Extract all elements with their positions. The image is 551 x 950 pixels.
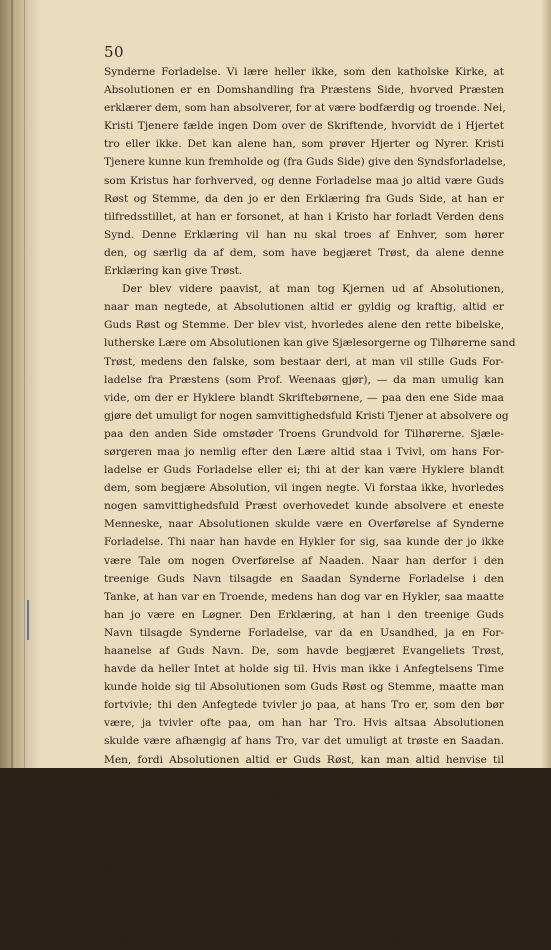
text-line: den, og særlig da af dem, som have begjæret Trøst, da alene denne xyxy=(104,246,504,259)
text-line: skulde forsones, ja hvorved Gud paa en Maade skulde drages ned fra xyxy=(104,862,504,875)
text-line: Ved Exempler blev det belyst, hvorledes aandelige Kvaksalvere havde xyxy=(122,789,504,802)
text-line: sørgeren maa jo nemlig efter den Lære altid staa i Tvivl, om hans For- xyxy=(104,445,504,458)
text-line: Guds Røst og Stemme. Der blev vist, hvorledes alene den rette bibelske, xyxy=(104,319,504,332)
text-line: Erklæring kan give Trøst. xyxy=(104,265,243,278)
text-line: haanelse af Guds Navn. De, som havde begjæret Evangeliets Trøst, xyxy=(104,645,504,657)
text-line: Kristi Tjenere fælde ingen Dom over de Skriftende, hvorvidt de i Hjertet xyxy=(104,120,504,133)
text-line: nogen samvittighedsfuld Præst overhovedet kunde absolvere et eneste xyxy=(104,500,504,513)
text-line: være Tale om nogen Overførelse af Naaden. Naar han derfor i den xyxy=(104,554,504,567)
page-edge-shadow xyxy=(541,0,551,768)
page-number: 50 xyxy=(104,43,125,61)
body-text xyxy=(104,63,516,950)
text-line: gjøre det umuligt for nogen samvittighedsfuld Kristi Tjener at absolvere og xyxy=(104,409,509,422)
margin-pencil-mark xyxy=(27,600,29,640)
text-line: dem, som begjære Absolution, vil ingen negte. Vi forstaa ikke, hvorledes xyxy=(104,482,504,495)
text-line: skulde være afhængig af hans Tro, var det umuligt at trøste en Saadan. xyxy=(104,735,504,748)
text-line: Guds Forladelse, som altid er gyldig og kraftig. xyxy=(104,771,358,784)
text-line: Synderne Forladelse. Vi lære heller ikke, som den katholske Kirke, at xyxy=(104,66,504,78)
text-line: paa den anden Side omstøder Troens Grundvold for Tilhørerne. Sjæle- xyxy=(104,427,504,440)
spine-crease-inner xyxy=(24,0,25,768)
text-line: kunde holde sig til Absolutionen som Guds Røst og Stemme, maatte man xyxy=(104,681,504,694)
text-line: være, ja tvivler ofte paa, om han har Tro. Hvis altsaa Absolutionen xyxy=(104,717,504,730)
text-line: havde da heller Intet at holde sig til. Hvis man ikke i Anfegtelsens Time xyxy=(104,663,504,676)
text-line: Røst og Stemme, da den jo er den Erklæring fra Guds Side, at han er xyxy=(104,192,504,205)
text-line: vide, om der er Hyklere blandt Skriftebørnene, — paa den ene Side maa xyxy=(104,391,504,404)
text-line: som Kristus har forhverved, og denne Forladelse maa jo altid være Guds xyxy=(104,174,504,187)
text-line: erklærer dem, som han absolverer, for at være bodfærdig og troende. Nei, xyxy=(104,102,506,115)
text-line: Forladelse. Thi naar han havde en Hykler for sig, saa kunde der jo ikke xyxy=(104,536,504,549)
text-line: fortvivle; thi den Anfegtede tvivler jo paa, at hans Tro er, som den bør xyxy=(104,699,504,712)
text-line: Navn tilsagde Synderne Forladelse, var da en Usandhed, ja en For- xyxy=(104,626,504,639)
text-line: ladelse er Guds Forladelse eller ei; thi at der kan være Hyklere blandt xyxy=(104,464,504,477)
text-line: ladelse fra Præstens (som Prof. Weenaas gjør), — da man umulig kan xyxy=(104,373,504,386)
text-line: Men, fordi Absolutionen altid er Guds Røst, kan man altid henvise til xyxy=(104,753,504,766)
text-line: Tanke, at han var en Troende, medens han dog var en Hykler, saa maatte xyxy=(104,590,504,603)
text-line: Absolutionen er en Domshandling fra Præstens Side, hvorved Præsten xyxy=(104,84,504,97)
text-line: naar man negtede, at Absolutionen altid er gyldig og kraftig, altid er xyxy=(104,301,504,314)
spine-crease xyxy=(11,0,13,768)
text-line: følelser, for at de siden skulde komme til at tro. xyxy=(104,898,360,911)
text-line: lutherske Lære om Absolutionen kan give Sjælesorgerne og Tilhørerne sand xyxy=(104,337,516,350)
text-line: Tjenere kunne kun fremholde og (fra Guds Side) give den Syndsforladelse, xyxy=(104,156,506,169)
text-line: Guds Ord og formane dem til at gribe Synderne Forladelse i Naade- xyxy=(104,825,504,838)
text-line: Himlen og bringes til at aabenbare sig i deres Hjerter ved lifligt Naade- xyxy=(104,880,504,893)
text-line: styrtet Anfegtede i Fortvivlelse, fordi de i Stedet for at henvise dem til xyxy=(104,807,504,820)
text-line: Synd. Denne Erklæring vil han nu skal troes af Enhver, som hører xyxy=(104,228,504,241)
text-line: Trøst, medens den falske, som bestaar deri, at man vil stille Guds For- xyxy=(104,355,504,368)
text-line: han jo være en Løgner. Den Erklæring, at han i den treenige Guds xyxy=(104,608,504,621)
text-line: tro eller ikke. Det kan alene han, som prøver Hjerter og Nyrer. Kristi xyxy=(104,138,504,151)
text-line: Fra den anden Side berørte man ikke med en Stavelse vore Beviser xyxy=(122,916,504,929)
text-line: Der blev videre paavist, at man tog Kjernen ud af Absolutionen, xyxy=(122,283,504,296)
book-spine xyxy=(0,0,40,768)
text-line: Menneske, naar Absolutionen skulde være en Overførelse af Synderne xyxy=(104,518,504,531)
text-line: af Skriften, af vor Bekjendelse og af Luther. Man følte vel, at man ikke xyxy=(104,934,504,947)
text-line: treenige Guds Navn tilsagde en Saadan Synderne Forladelse i den xyxy=(104,572,504,585)
text-line: tilfredsstillet, at han er forsonet, at han i Kristo har forladt Verden dens xyxy=(104,210,504,223)
text-line: midlerne havde henvist dem til Bønnen som et Middel, hvorved Gud xyxy=(104,844,504,857)
